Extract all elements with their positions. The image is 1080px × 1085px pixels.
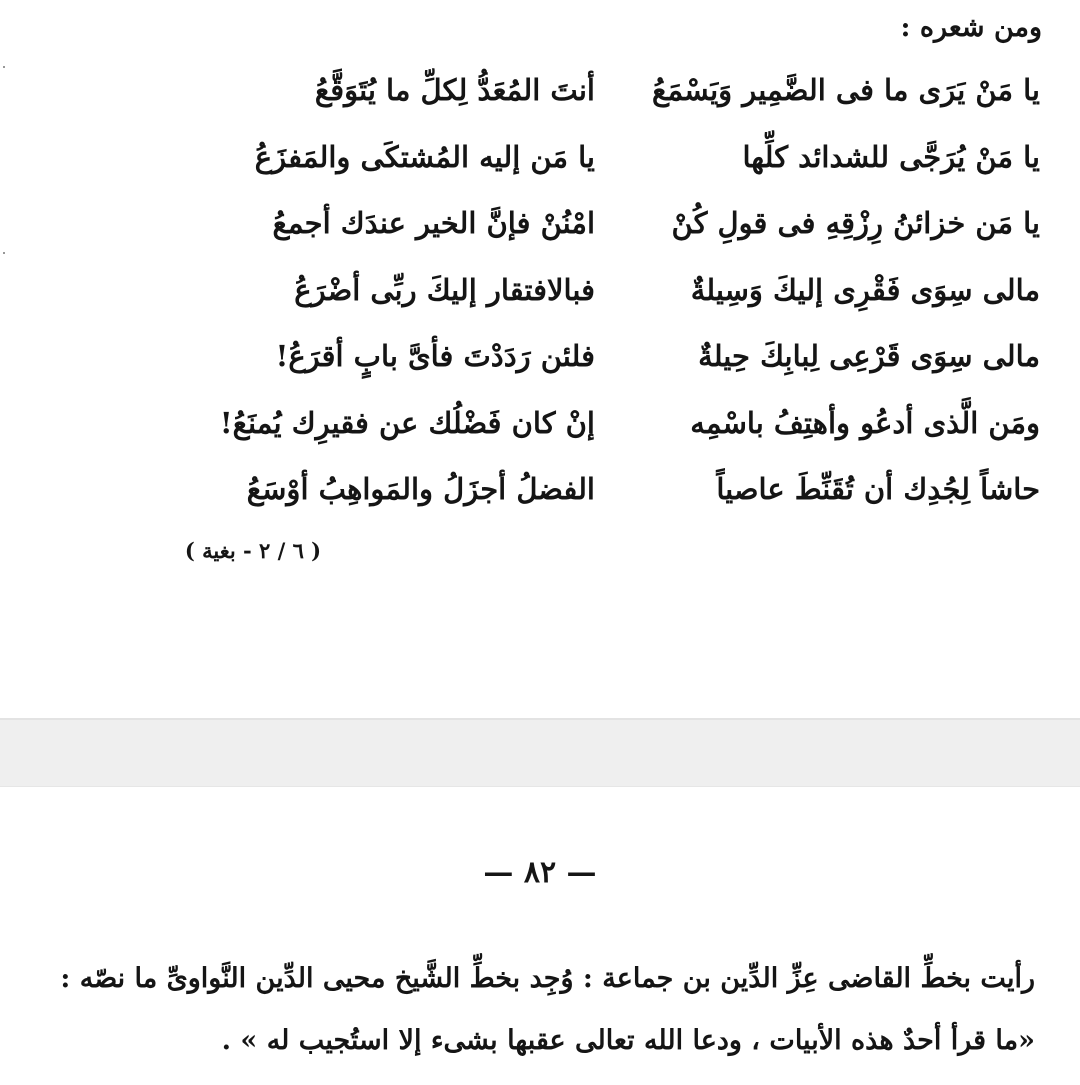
narrative-line: «ما قرأ أحدٌ هذه الأبيات ، ودعا الله تعالى عقبها بشىء إلا استُجيب له » . [221,1025,1035,1056]
poem-verses [180,68,1040,534]
page-edge-mark [3,66,5,68]
second-hemistich: الفضلُ أجزَلُ والمَواهِبُ أوْسَعُ [246,472,595,506]
poem-couplet [180,334,1040,401]
second-hemistich: فلئن رَدَدْتَ فأىَّ بابٍ أقرَعُ! [275,339,595,373]
second-hemistich: فبالافتقار إليكَ ربِّى أضْرَعُ [294,272,595,307]
first-hemistich: مالى سِوَى قَرْعِى لِبابِكَ حِيلةٌ [698,339,1040,373]
second-hemistich: امْنُنْ فإنَّ الخير عندَك أجمعُ [272,206,595,240]
poem-couplet [180,201,1040,268]
narrative-paragraph [25,948,1035,1072]
second-hemistich: إنْ كان فَضْلُك عن فقيرِك يُمنَعُ! [219,405,595,440]
page-edge-mark [3,252,5,254]
poem-couplet [180,467,1040,534]
first-hemistich: يا مَن خزائنُ رِزْقِهِ فى قولِ كُنْ [671,206,1040,240]
second-hemistich: يا مَن إليه المُشتكَى والمَفزَعُ [254,139,595,174]
page-separator [0,718,1080,787]
poem-couplet [180,135,1040,202]
first-hemistich: حاشاً لِجُدِك أن تُقَنِّطَ عاصياً [716,472,1040,506]
poem-couplet [180,401,1040,468]
first-hemistich: ومَن الَّذى أدعُو وأهتِفُ باسْمِه [690,405,1040,440]
first-hemistich: مالى سِوَى فَقْرِى إليكَ وَسِيلةٌ [690,272,1040,307]
poem-source-reference: ( ٦ / ٢ - بغية ) [184,538,322,563]
page-number: — ٨٢ — [483,855,597,890]
poem-couplet [180,68,1040,135]
second-hemistich: أنتَ المُعَدُّ لِكلِّ ما يُتَوَقَّعُ [314,73,595,107]
first-hemistich: يا مَنْ يُرَجَّى للشدائد كلِّها [742,139,1040,174]
narrative-line: رأيت بخطِّ القاضى عِزِّ الدِّين بن جماعة : وُجِد بخطِّ الشَّيخ محيى الدِّين النَّواوىِّ ما نصّه : [60,963,1035,994]
poem-heading: ومن شعره : [900,12,1042,43]
first-hemistich: يا مَنْ يَرَى ما فى الضَّمِير وَيَسْمَعُ [652,73,1040,107]
poem-couplet [180,268,1040,335]
